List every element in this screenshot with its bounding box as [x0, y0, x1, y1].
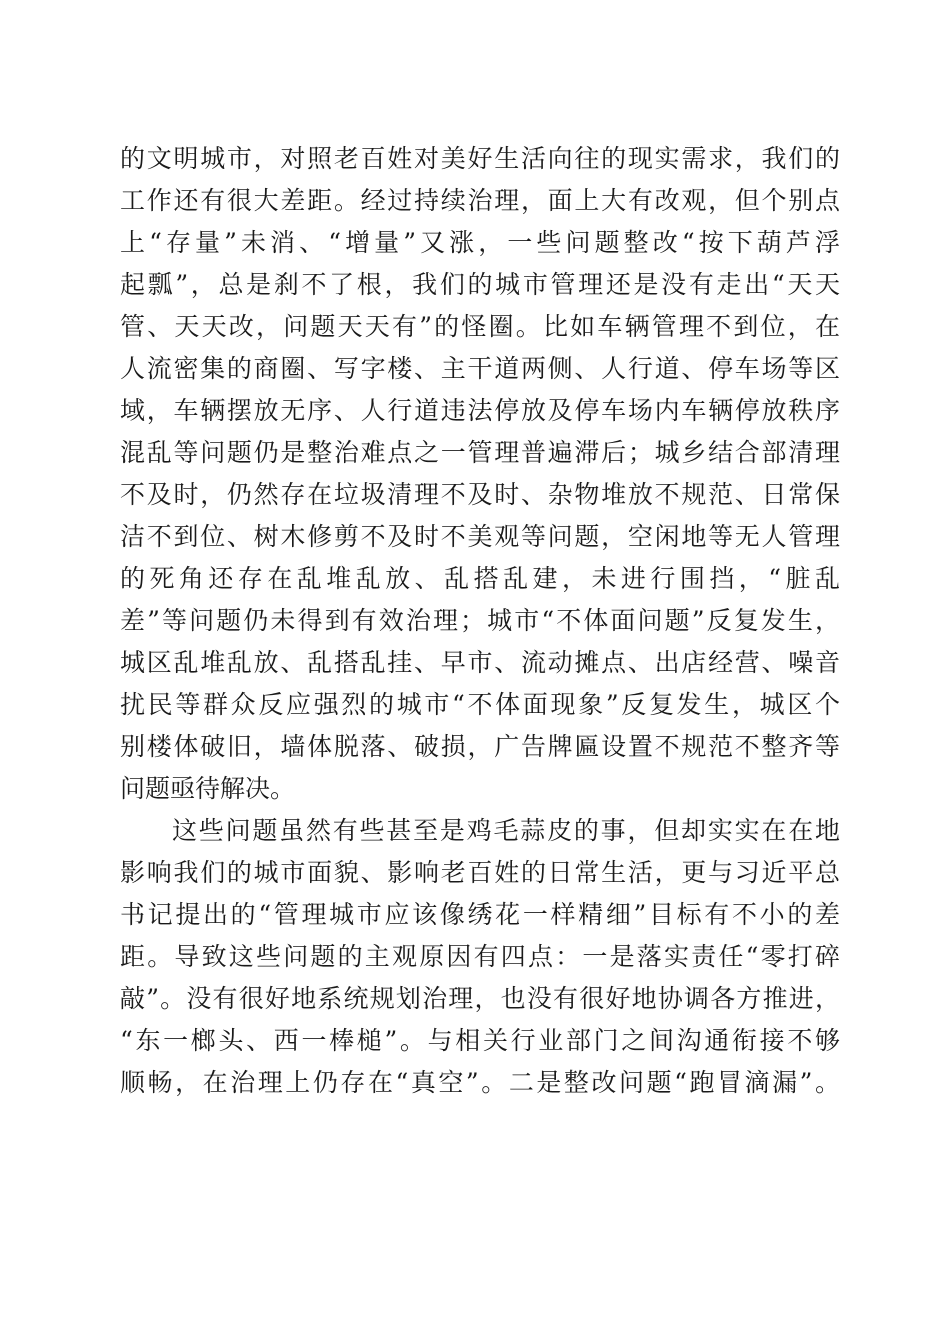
text-line: 影响我们的城市面貌、影响老百姓的日常生活，更与习近平总 [120, 858, 840, 887]
text-line: 顺畅，在治理上仍存在“真空”。二是整改问题“跑冒滴漏”。 [120, 1068, 840, 1097]
text-line: 的文明城市，对照老百姓对美好生活向往的现实需求，我们的 [120, 144, 840, 173]
text-line: 管、天天改，问题天天有”的怪圈。比如车辆管理不到位，在 [120, 312, 840, 341]
text-line: 扰民等群众反应强烈的城市“不体面现象”反复发生，城区个 [120, 690, 840, 719]
text-line: 的死角还存在乱堆乱放、乱搭乱建，未进行围挡，“脏乱 [120, 564, 840, 593]
text-line: 不及时，仍然存在垃圾清理不及时、杂物堆放不规范、日常保 [120, 480, 840, 509]
text-line: 城区乱堆乱放、乱搭乱挂、早市、流动摊点、出店经营、噪音 [120, 648, 840, 677]
text-line: 洁不到位、树木修剪不及时不美观等问题，空闲地等无人管理 [120, 522, 840, 551]
text-line: 域，车辆摆放无序、人行道违法停放及停车场内车辆停放秩序 [120, 396, 840, 425]
text-line: 工作还有很大差距。经过持续治理，面上大有改观，但个别点 [120, 186, 840, 215]
text-line: 这些问题虽然有些甚至是鸡毛蒜皮的事，但却实实在在地 [172, 816, 840, 845]
text-line: 差”等问题仍未得到有效治理；城市“不体面问题”反复发生， [120, 606, 840, 635]
text-line: 敲”。没有很好地系统规划治理，也没有很好地协调各方推进， [120, 984, 840, 1013]
text-line: 人流密集的商圈、写字楼、主干道两侧、人行道、停车场等区 [120, 354, 840, 383]
text-line: 起瓢”，总是刹不了根，我们的城市管理还是没有走出“天天 [120, 270, 840, 299]
text-line: “东一榔头、西一棒槌”。与相关行业部门之间沟通衔接不够 [120, 1026, 840, 1055]
paragraph-2 [120, 810, 840, 1104]
text-line: 混乱等问题仍是整治难点之一管理普遍滞后；城乡结合部清理 [120, 438, 840, 467]
text-line: 问题亟待解决。 [120, 774, 296, 803]
text-line: 上“存量”未消、“增量”又涨，一些问题整改“按下葫芦浮 [120, 228, 840, 257]
text-line: 别楼体破旧，墙体脱落、破损，广告牌匾设置不规范不整齐等 [120, 732, 840, 761]
text-line: 书记提出的“管理城市应该像绣花一样精细”目标有不小的差 [120, 900, 840, 929]
body-text [120, 138, 840, 1104]
paragraph-1 [120, 138, 840, 810]
text-line: 距。导致这些问题的主观原因有四点：一是落实责任“零打碎 [120, 942, 840, 971]
